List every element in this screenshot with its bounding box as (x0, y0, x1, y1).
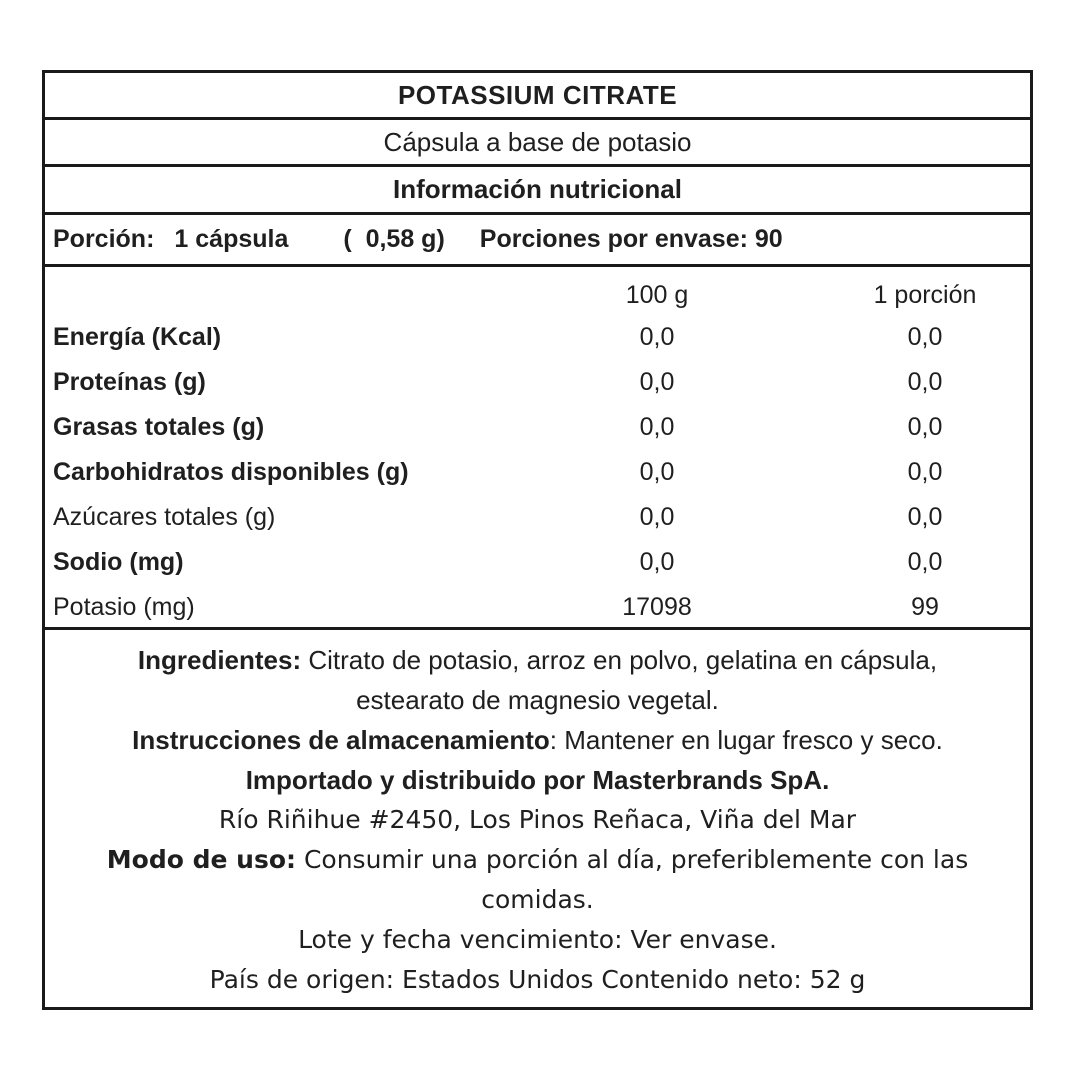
row-label: Proteínas (g) (53, 368, 206, 396)
row-label: Sodio (mg) (53, 548, 184, 576)
product-subtitle: Cápsula a base de potasio (45, 120, 1030, 167)
row-value-porcion: 0,0 (907, 458, 943, 486)
row-value-100g: 0,0 (639, 413, 675, 441)
serving-row (45, 215, 1030, 267)
ingredients-line-1 (45, 640, 1030, 680)
address-line: Río Riñihue #2450, Los Pinos Reñaca, Viña del Mar (218, 805, 857, 834)
ingredients-text: Citrato de potasio, arroz en polvo, gelatina en cápsula, (301, 645, 938, 675)
row-value-100g: 0,0 (639, 503, 675, 531)
product-title: POTASSIUM CITRATE (45, 73, 1030, 120)
table-row-azucares (45, 495, 1030, 540)
ingredients-line-2: estearato de magnesio vegetal. (356, 685, 719, 715)
portion-label: Porción: (53, 225, 155, 253)
usage-line-1 (45, 840, 1030, 880)
label-box (42, 70, 1033, 1010)
row-value-porcion: 0,0 (907, 413, 943, 441)
col-header-porcion: 1 porción (873, 280, 977, 309)
ingredients-label: Ingredientes: (137, 645, 302, 675)
row-value-100g: 0,0 (639, 458, 675, 486)
row-value-100g: 0,0 (639, 548, 675, 576)
storage-label: Instrucciones de almacenamiento (132, 725, 550, 755)
row-label: Energía (Kcal) (53, 323, 222, 351)
section-header: Información nutricional (45, 167, 1030, 215)
portion-value: 1 cápsula (174, 225, 289, 253)
table-header-row (45, 267, 1030, 315)
row-label: Potasio (mg) (53, 593, 195, 621)
servings-per-container: Porciones por envase: 90 (479, 225, 783, 253)
storage-instructions-line (45, 720, 1030, 760)
usage-line-2: comidas. (481, 885, 594, 914)
row-value-100g: 0,0 (639, 368, 675, 396)
table-row-grasas (45, 405, 1030, 450)
row-value-100g: 17098 (622, 593, 692, 621)
portion-weight: ( 0,58 g) (343, 225, 445, 253)
nutrition-table (45, 267, 1030, 630)
footer-info (45, 630, 1030, 1000)
table-row-carbohidratos (45, 450, 1030, 495)
usage-text: Consumir una porción al día, preferiblemente con las (296, 845, 969, 874)
table-row-sodio (45, 540, 1030, 585)
storage-text: : Mantener en lugar fresco y seco. (549, 725, 943, 755)
row-value-porcion: 0,0 (907, 548, 943, 576)
row-label: Azúcares totales (g) (53, 503, 276, 531)
row-value-porcion: 0,0 (907, 503, 943, 531)
col-header-100g: 100 g (625, 280, 689, 309)
origin-line: País de origen: Estados Unidos Contenido neto: 52 g (209, 965, 866, 994)
usage-label: Modo de uso: (106, 845, 296, 874)
row-label: Grasas totales (g) (53, 413, 265, 441)
row-label: Carbohidratos disponibles (g) (53, 458, 409, 486)
importer-line: Importado y distribuido por Masterbrands SpA. (245, 765, 830, 795)
table-row-potasio (45, 585, 1030, 630)
row-value-porcion: 99 (911, 593, 939, 621)
table-row-energia (45, 315, 1030, 360)
lot-line: Lote y fecha vencimiento: Ver envase. (298, 925, 777, 954)
table-row-proteinas (45, 360, 1030, 405)
row-value-porcion: 0,0 (907, 368, 943, 396)
row-value-porcion: 0,0 (907, 323, 943, 351)
row-value-100g: 0,0 (639, 323, 675, 351)
